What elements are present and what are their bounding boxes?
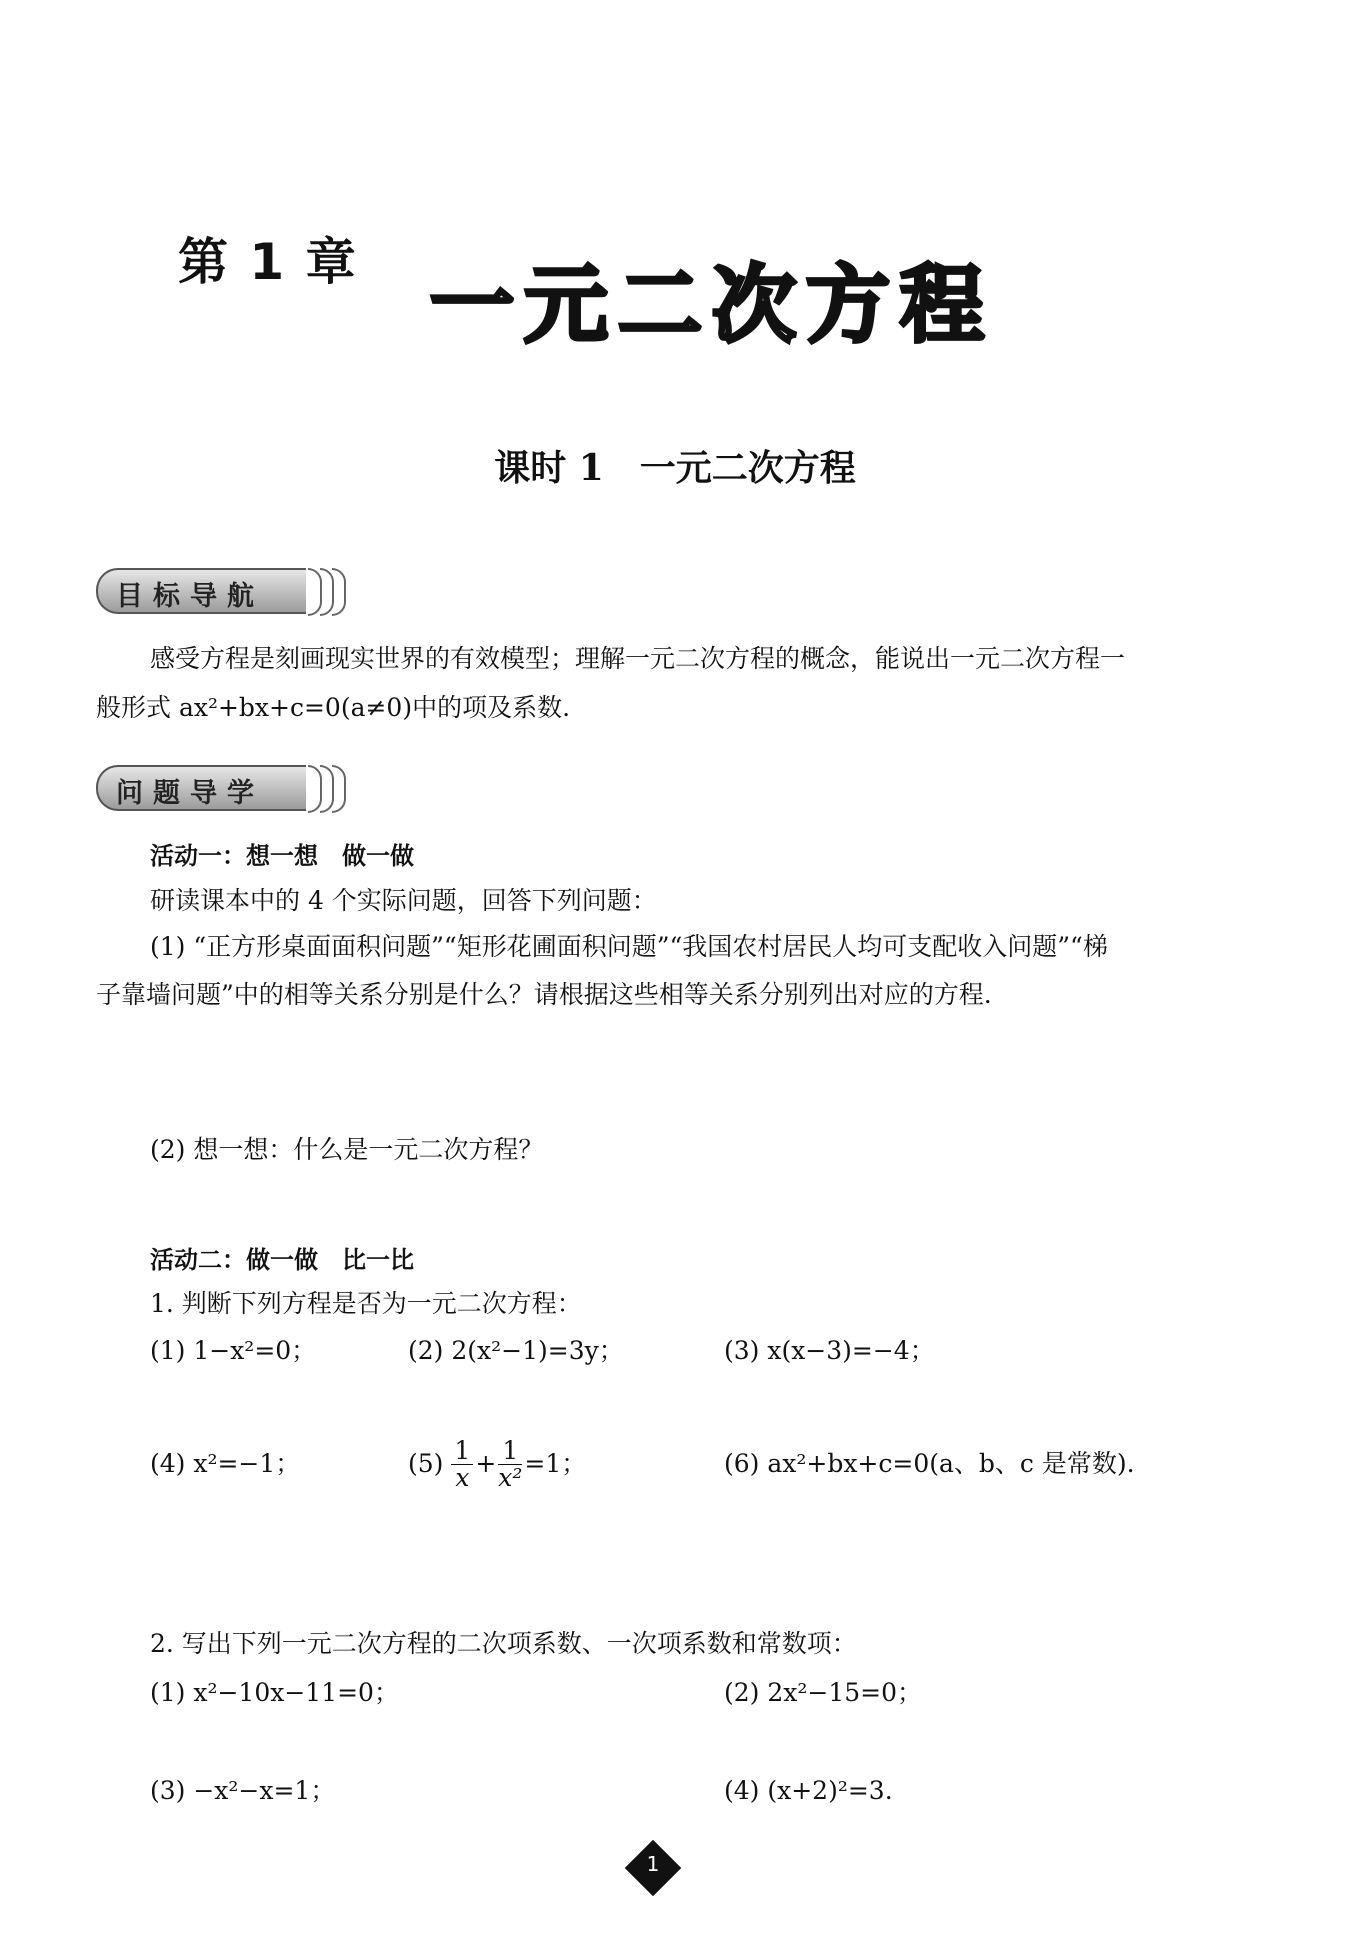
task1-item2: (2) 2(x²−1)=3y； bbox=[408, 1336, 624, 1365]
activity1-title: 活动一：想一想 做一做 bbox=[150, 842, 414, 870]
chapter-number: 第 1 章 bbox=[178, 233, 358, 291]
tab-arc-decoration bbox=[332, 765, 346, 813]
fraction-denominator: x² bbox=[498, 1462, 523, 1492]
task2-item2: (2) 2x²−15=0； bbox=[724, 1678, 922, 1707]
goal-text-line1: 感受方程是刻画现实世界的有效模型；理解一元二次方程的概念，能说出一元二次方程一 bbox=[150, 644, 1126, 673]
section-tab-label: 目标导航 bbox=[116, 581, 264, 612]
page-number: 1 bbox=[646, 1852, 660, 1876]
task1-prompt: 1. 判断下列方程是否为一元二次方程： bbox=[150, 1289, 582, 1318]
task2-item3: (3) −x²−x=1； bbox=[150, 1776, 336, 1805]
task1-item6: (6) ax²+bx+c=0(a、b、c 是常数). bbox=[724, 1449, 1135, 1478]
fraction-denominator: x bbox=[455, 1462, 470, 1492]
item5-prefix: (5) bbox=[408, 1449, 444, 1478]
goal-text-line2: 般形式 ax²+bx+c=0(a≠0)中的项及系数. bbox=[96, 693, 571, 722]
chapter-title: 一元二次方程 bbox=[430, 256, 995, 354]
task1-item5 bbox=[408, 1423, 586, 1505]
tab-arc-decoration bbox=[332, 568, 346, 616]
task2-prompt: 2. 写出下列一元二次方程的二次项系数、一次项系数和常数项： bbox=[150, 1629, 857, 1658]
fraction-1-over-x bbox=[451, 1435, 473, 1492]
task2-item4: (4) (x+2)²=3. bbox=[724, 1776, 893, 1805]
item5-suffix: =1； bbox=[524, 1449, 587, 1478]
section-tab-goals bbox=[96, 568, 306, 614]
section-tab-guided-questions bbox=[96, 765, 306, 811]
activity1-intro: 研读课本中的 4 个实际问题，回答下列问题： bbox=[150, 886, 657, 915]
section-tab-label: 问题导学 bbox=[116, 778, 264, 809]
task1-item4: (4) x²=−1； bbox=[150, 1449, 301, 1478]
plus-sign: + bbox=[475, 1449, 497, 1478]
lesson-title: 课时 1 一元二次方程 bbox=[494, 447, 856, 489]
question1-line2: 子靠墙问题”中的相等关系分别是什么？请根据这些相等关系分别列出对应的方程. bbox=[96, 980, 992, 1009]
fraction-1-over-x-squared bbox=[498, 1435, 523, 1492]
task2-item1: (1) x²−10x−11=0； bbox=[150, 1678, 399, 1707]
question2: (2) 想一想：什么是一元二次方程？ bbox=[150, 1135, 544, 1164]
activity2-title: 活动二：做一做 比一比 bbox=[150, 1246, 414, 1274]
question1-line1: (1) “正方形桌面面积问题”“矩形花圃面积问题”“我国农村居民人均可支配收入问题”“梯 bbox=[150, 932, 1108, 961]
fraction-numerator: 1 bbox=[498, 1438, 522, 1465]
task1-item1: (1) 1−x²=0； bbox=[150, 1336, 317, 1365]
fraction-numerator: 1 bbox=[451, 1438, 473, 1465]
task1-item3: (3) x(x−3)=−4； bbox=[724, 1336, 935, 1365]
